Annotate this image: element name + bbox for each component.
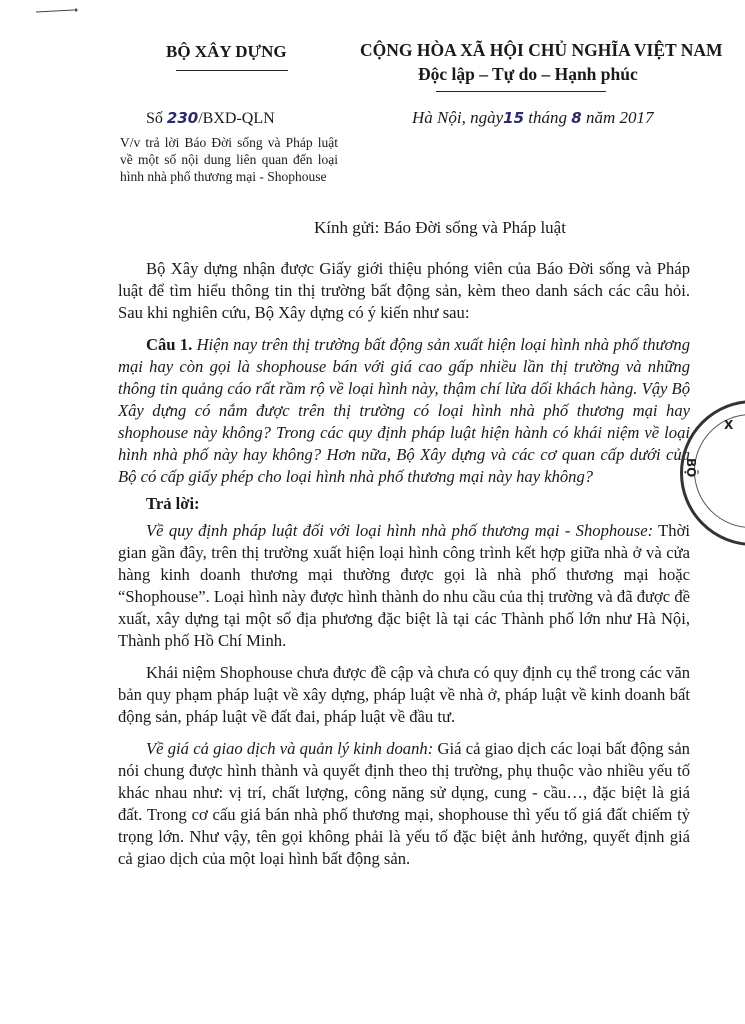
document-number: [146, 109, 275, 128]
seal-letters-side: BỘ: [684, 458, 698, 478]
place-prefix: Hà Nội, ngày: [412, 108, 504, 127]
doc-number-prefix: Số: [146, 110, 163, 127]
date-day: 15: [503, 109, 525, 127]
answer-paragraph-1: [118, 520, 690, 652]
answer-3-heading: Về giá cả giao dịch và quản lý kinh doanh:: [146, 739, 434, 758]
doc-number-handwritten: 230: [166, 109, 199, 127]
question-1-text: Hiện nay trên thị trường bất động sản xuất hiện loại hình nhà phố thương mại hay còn gọi là shophouse bán với giá cao gấp nhiều lần thị trường và những thông tin quảng cáo rất rầm rộ về loại hình này, thậm chí lừa dối khách hàng. Vậy Bộ Xây dựng có nắm được trên thị trường có loại hình nhà phố thương mại hay shophouse này không? Trong các quy định pháp luật hiện hành có khái niệm về loại hình nhà phố này hay không? Hơn nữa, Bộ Xây dựng và các cơ quan cấp dưới của Bộ có cấp giấy phép cho loại hình nhà phố thương mại này hay không?: [118, 335, 690, 486]
ministry-name: BỘ XÂY DỰNG: [166, 42, 287, 61]
answer-paragraph-3: [118, 738, 690, 870]
recipient-line: Kính gửi: Báo Đời sống và Pháp luật: [314, 218, 566, 237]
scan-mark: [34, 8, 78, 14]
question-1-label: Câu 1.: [146, 335, 193, 354]
date-month: 8: [571, 109, 582, 127]
motto-underline: [436, 91, 606, 92]
answer-paragraph-2: Khái niệm Shophouse chưa được đề cập và chưa có quy định cụ thể trong các văn bản quy phạm pháp luật về xây dựng, pháp luật về nhà ở, pháp luật về kinh doanh bất động sản, pháp luật về đất đai, pháp luật về đầu tư.: [118, 663, 690, 726]
answer-1-text: Thời gian gần đây, trên thị trường xuất hiện loại hình công trình kết hợp giữa nhà ở và cửa hàng kinh doanh thương mại thường được gọi là nhà phố thương mại hoặc “Shophouse”. Loại hình này được hình thành do nhu cầu của thị trường và đã được đề xuất, xây dựng tại một số địa phương đặc biệt là tại các Thành phố lớn như Hà Nội, Thành phố Hồ Chí Minh.: [118, 521, 690, 650]
national-motto: Độc lập – Tự do – Hạnh phúc: [418, 64, 638, 84]
document-body: [118, 258, 690, 880]
year-label: năm 2017: [585, 108, 654, 127]
doc-number-suffix: /BXD-QLN: [198, 110, 275, 127]
intro-paragraph: Bộ Xây dựng nhận được Giấy giới thiệu phóng viên của Báo Đời sống và Pháp luật để tìm hiểu thông tin thị trường bất động sản, kèm theo danh sách các câu hỏi. Sau khi nghiên cứu, Bộ Xây dựng có ý kiến như sau:: [118, 259, 690, 322]
answer-3-text: Giá cả giao dịch các loại bất động sản nói chung được hình thành và quyết định theo thị trường, phụ thuộc vào nhiều yếu tố khác nhau như: vị trí, chất lượng, công năng sử dụng, cung - cầu…, đặc biệt là giá đất. Trong cơ cấu giá bán nhà phố thương mại, shophouse thì yếu tố giá đất chiếm tỷ trọng lớn. Như vậy, tên gọi không phải là yếu tố đặc biệt ảnh hưởng, quyết định giá cả giao dịch của một loại hình bất động sản.: [118, 739, 690, 868]
place-date: [412, 108, 653, 128]
document-subject: V/v trả lời Báo Đời sống và Pháp luật về một số nội dung liên quan đến loại hình nhà phố thương mại - Shophouse: [120, 135, 338, 184]
seal-letters: X: [724, 418, 734, 432]
answer-label-paragraph: [118, 493, 690, 515]
answer-label: Trả lời:: [146, 494, 200, 513]
month-label: tháng: [528, 108, 567, 127]
ministry-underline: [176, 70, 288, 71]
national-title: CỘNG HÒA XÃ HỘI CHỦ NGHĨA VIỆT NAM: [360, 40, 723, 60]
question-1: [118, 334, 690, 488]
answer-1-heading: Về quy định pháp luật đối với loại hình nhà phố thương mại - Shophouse:: [146, 521, 654, 540]
